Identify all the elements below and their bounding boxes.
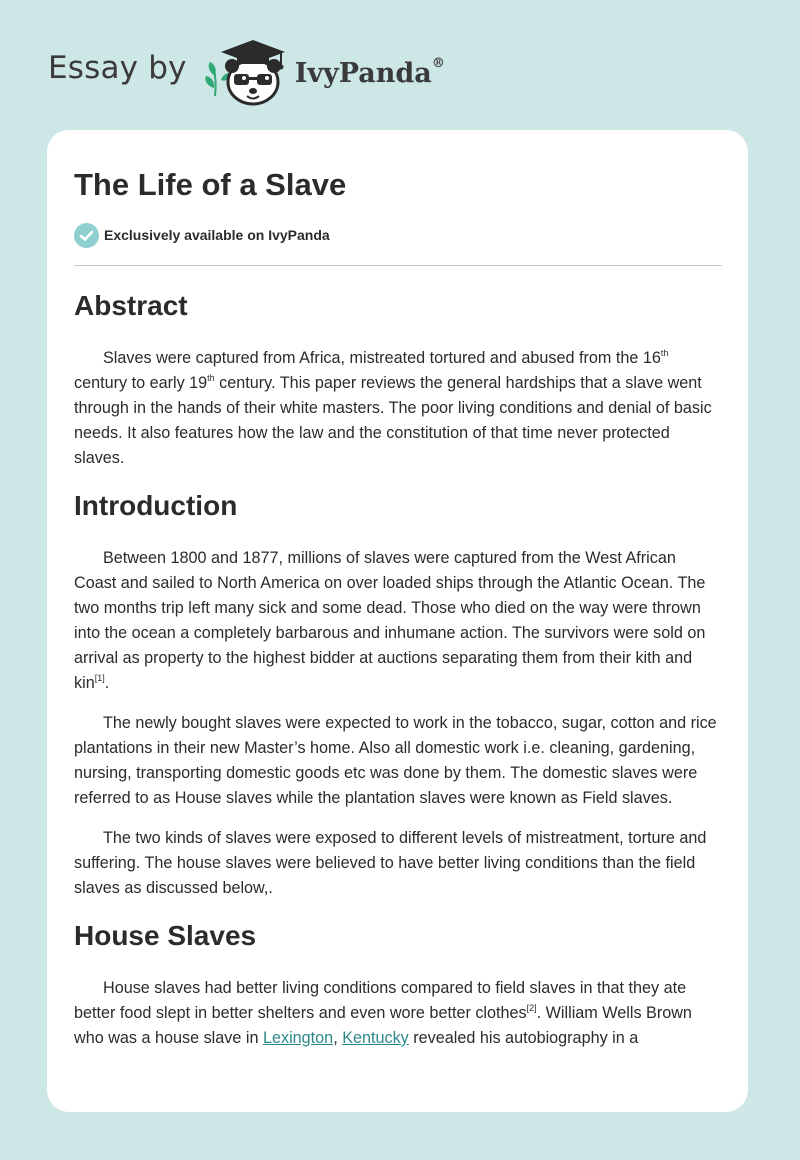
article-card [47, 130, 748, 1112]
introduction-paragraph-3: The two kinds of slaves were exposed to different levels of mistreatment, torture and suffering. The house slaves were believed to have better living conditions than the field slaves as discussed below,. [74, 829, 707, 897]
introduction-paragraph-1: Between 1800 and 1877, millions of slaves were captured from the West African Coast and sailed to North America on over loaded ships through the Atlantic Ocean. The two months trip left many sick and some dead. Those who died on the way were thrown into the ocean a completely barbarous and inhumane action. The survivors were sold on arrival as property to the highest bidder at auctions separating them from their kith and kin[1]. [74, 549, 706, 692]
citation-ref[interactable]: [1] [94, 672, 105, 683]
citation-ref[interactable]: [2] [526, 1002, 537, 1013]
brand-prefix: Essay by [48, 50, 187, 86]
heading-abstract: Abstract [74, 290, 188, 321]
link-kentucky[interactable]: Kentucky [342, 1029, 409, 1047]
heading-introduction: Introduction [74, 490, 238, 521]
brand-name: IvyPanda® [294, 55, 445, 89]
introduction-paragraph-2: The newly bought slaves were expected to work in the tobacco, sugar, cotton and rice plantations in their new Master’s home. Also all domestic work i.e. cleaning, gardening, nursing, transporting domestic goods etc was done by them. The domestic slaves were referred to as House slaves while the plantation slaves were known as Field slaves. [74, 714, 717, 807]
exclusive-badge [74, 222, 722, 248]
exclusive-label: Exclusively available on IvyPanda [104, 227, 330, 243]
link-lexington[interactable]: Lexington [262, 1029, 334, 1047]
check-circle-icon [74, 223, 99, 248]
panda-graduation-cap-icon [201, 36, 293, 106]
page-title: The Life of a Slave [74, 167, 347, 202]
house-slaves-paragraph: House slaves had better living conditions compared to field slaves in that they ate better food slept in better shelters and even wore better clothes[2]. William Wells Brown who was a house slave in Lexington, Kentucky revealed his autobiography in a [74, 979, 692, 1047]
abstract-paragraph: Slaves were captured from Africa, mistreated tortured and abused from the 16th century to early 19th century. This paper reviews the general hardships that a slave went through in the hands of their white masters. The poor living conditions and denial of basic needs. It also features how the law and the constitution of that time never protected slaves. [74, 347, 712, 467]
heading-house-slaves: House Slaves [74, 920, 257, 951]
title-divider [74, 265, 722, 266]
brand-header [48, 36, 445, 106]
